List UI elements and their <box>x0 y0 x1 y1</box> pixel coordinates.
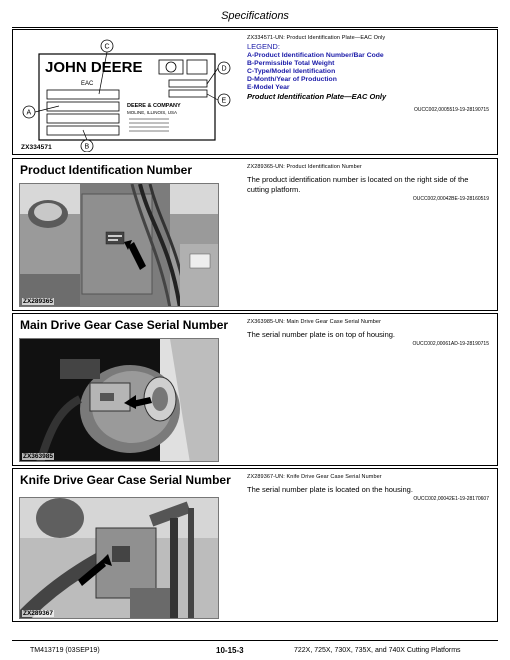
section-heading: Main Drive Gear Case Serial Number <box>20 318 229 332</box>
callout-b: B <box>84 143 90 151</box>
plate-fig-caption: ZX334571-UN: Product Identification Plate—EAC Only <box>247 35 386 41</box>
main-drive-section <box>12 313 498 466</box>
legend-item-d: D-Month/Year of Production <box>247 76 337 83</box>
header-rule <box>12 27 498 28</box>
plate-location-text: MOLINE, ILLINOIS, USA <box>127 110 178 115</box>
section-heading: Knife Drive Gear Case Serial Number <box>20 473 231 487</box>
legend-item-b: B-Permissible Total Weight <box>247 60 335 67</box>
knife-drive-fig-caption: ZX289367-UN: Knife Drive Gear Case Serial Number <box>247 474 382 480</box>
legend-title: LEGEND: <box>247 42 280 51</box>
product-id-photo-drawing <box>20 184 219 307</box>
callout-c: C <box>104 43 110 51</box>
section-heading: Product Identification Number <box>20 163 193 177</box>
main-drive-image-label: ZX363985 <box>23 453 53 460</box>
product-id-body-text: The product identification number is located on the right side of the cutting platform. <box>247 175 469 194</box>
footer-rule <box>12 640 498 641</box>
plate-image-label: ZX334571 <box>21 144 52 151</box>
product-id-photo <box>19 183 219 307</box>
knife-drive-photo <box>19 497 219 619</box>
footer-models: 722X, 725X, 730X, 735X, and 740X Cutting Platforms <box>294 647 461 654</box>
product-id-image-label: ZX289365 <box>23 298 53 305</box>
knife-drive-ref-code: OUCC002,00042E1-19-28170607 <box>413 496 489 502</box>
callout-d: D <box>221 65 227 73</box>
legend-item-a: A-Product Identification Number/Bar Code <box>247 52 384 59</box>
main-drive-photo-drawing <box>20 339 219 462</box>
plate-company-text: DEERE & COMPANY <box>127 103 181 109</box>
main-drive-fig-caption: ZX363985-UN: Main Drive Gear Case Serial Number <box>247 319 381 325</box>
plate-brand-text: JOHN DEERE <box>45 59 143 76</box>
plate-ref-code: OUCC002,0005519-19-28190715 <box>413 107 489 113</box>
plate-eac-text: EAC <box>81 81 94 87</box>
product-id-section <box>12 158 498 311</box>
plate-section <box>12 29 498 155</box>
main-drive-ref-code: OUCC002,00061AD-19-28190715 <box>412 341 489 347</box>
knife-drive-photo-drawing <box>20 498 219 619</box>
callout-e: E <box>221 97 227 105</box>
callout-a: A <box>26 109 32 117</box>
footer-page-number: 10-15-3 <box>216 646 244 655</box>
knife-drive-section <box>12 468 498 622</box>
main-drive-body-text: The serial number plate is on top of housing. <box>247 330 396 339</box>
page-title: Specifications <box>221 10 289 22</box>
knife-drive-image-label: ZX289367 <box>23 610 53 617</box>
footer-doc-id: TM413719 (03SEP19) <box>30 647 100 654</box>
knife-drive-body-text: The serial number plate is located on the housing. <box>247 485 413 494</box>
main-drive-photo <box>19 338 219 462</box>
legend-caption: Product Identification Plate—EAC Only <box>247 92 387 101</box>
legend-item-c: C-Type/Model Identification <box>247 68 336 75</box>
product-id-ref-code: OUCC002,00042BE-19-28160519 <box>412 196 489 202</box>
plate-drawing <box>19 34 237 152</box>
plate-figure <box>19 34 237 152</box>
legend-item-e: E-Model Year <box>247 84 290 91</box>
product-id-fig-caption: ZX289365-UN: Product Identification Number <box>247 164 362 170</box>
